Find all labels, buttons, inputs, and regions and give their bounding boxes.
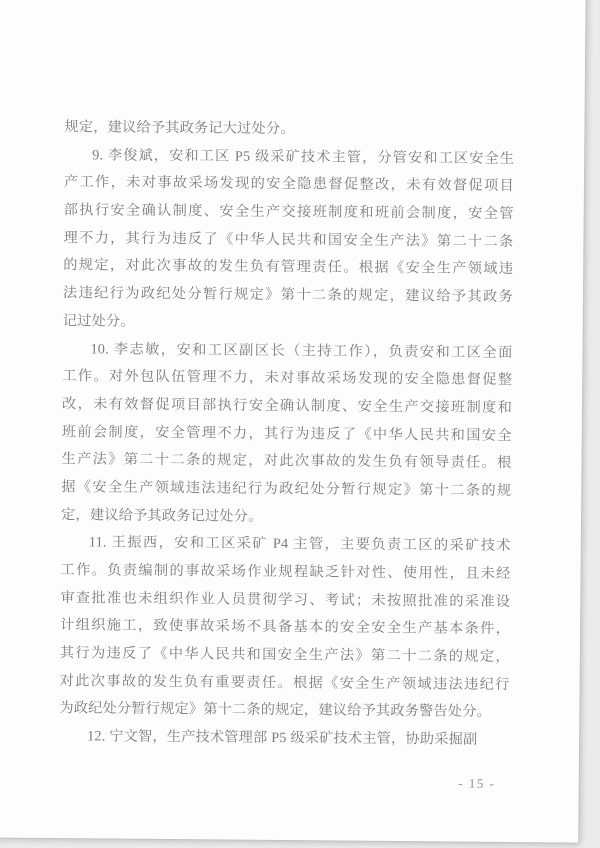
text-line: 据《安全生产领域违法违纪行为政纪处分暂行规定》第十二条的规: [61, 479, 512, 499]
text-line: 班前会制度，安全管理不力，其行为违反了《中华人民共和国安全: [61, 423, 512, 444]
text-line: 审查批准也未组织作业人员贯彻学习、考试；未按照批准的采准设: [60, 589, 511, 610]
document-body: [59, 114, 515, 755]
text-line: 11. 王振西，安和工区采矿 P4 主管，主要负责工区的采矿技术: [88, 534, 511, 555]
text-line: 理不力，其行为违反了《中华人民共和国安全生产法》第二十二条: [63, 229, 514, 250]
text-line: 为政纪处分暂行规定》第十二条的规定，建议给予其政务警告处分。: [59, 700, 492, 721]
text-line: 记过处分。: [62, 312, 135, 330]
text-line: 改，未有效督促项目部执行安全确认制度、安全生产交接班制度和: [61, 395, 513, 416]
text-line: 10. 李志敏，安和工区副区长（主持工作），负责安和工区全面: [90, 340, 513, 361]
text-line: 生产法》第二十二条的规定，对此次事故的发生负有领导责任。根: [61, 451, 512, 472]
text-line: 9. 李俊斌，安和工区 P5 级采矿技术主管，分管安和工区安全生: [92, 147, 515, 167]
text-line: 产工作，未对事故采场发现的安全隐患督促整改，未有效督促项目: [63, 174, 515, 195]
text-line: 计组织施工，致使事故采场不具备基本的安全安全生产基本条件，: [60, 617, 511, 638]
page-number: - 15 -: [458, 775, 496, 791]
text-line: 工作。对外包队伍管理不力，未对事故采场发现的安全隐患督促整: [62, 368, 513, 389]
text-line: 工作。负责编制的事故采场作业规程缺乏针对性、使用性，且未经: [60, 562, 511, 583]
text-line: 对此次事故的发生负有重要责任。根据《安全生产领域违法违纪行: [59, 672, 510, 693]
text-line: 其行为违反了《中华人民共和国安全生产法》第二十二条的规定，: [59, 645, 510, 666]
text-line: 定，建议给予其政务记过处分。: [61, 506, 263, 525]
text-line: 的规定，对此次事故的发生负有管理责任。根据《安全生产领域违: [63, 257, 514, 278]
text-line: 12. 宁文智，生产技术管理部 P5 级采矿技术主管，协助采掘副: [87, 728, 478, 748]
text-line: 规定，建议给予其政务记大过处分。: [64, 119, 295, 138]
text-line: 部执行安全确认制度、安全生产交接班制度和班前会制度，安全管: [63, 202, 514, 223]
text-line: 法违纪行为政纪处分暂行规定》第十二条的规定，建议给予其政务: [62, 285, 514, 306]
